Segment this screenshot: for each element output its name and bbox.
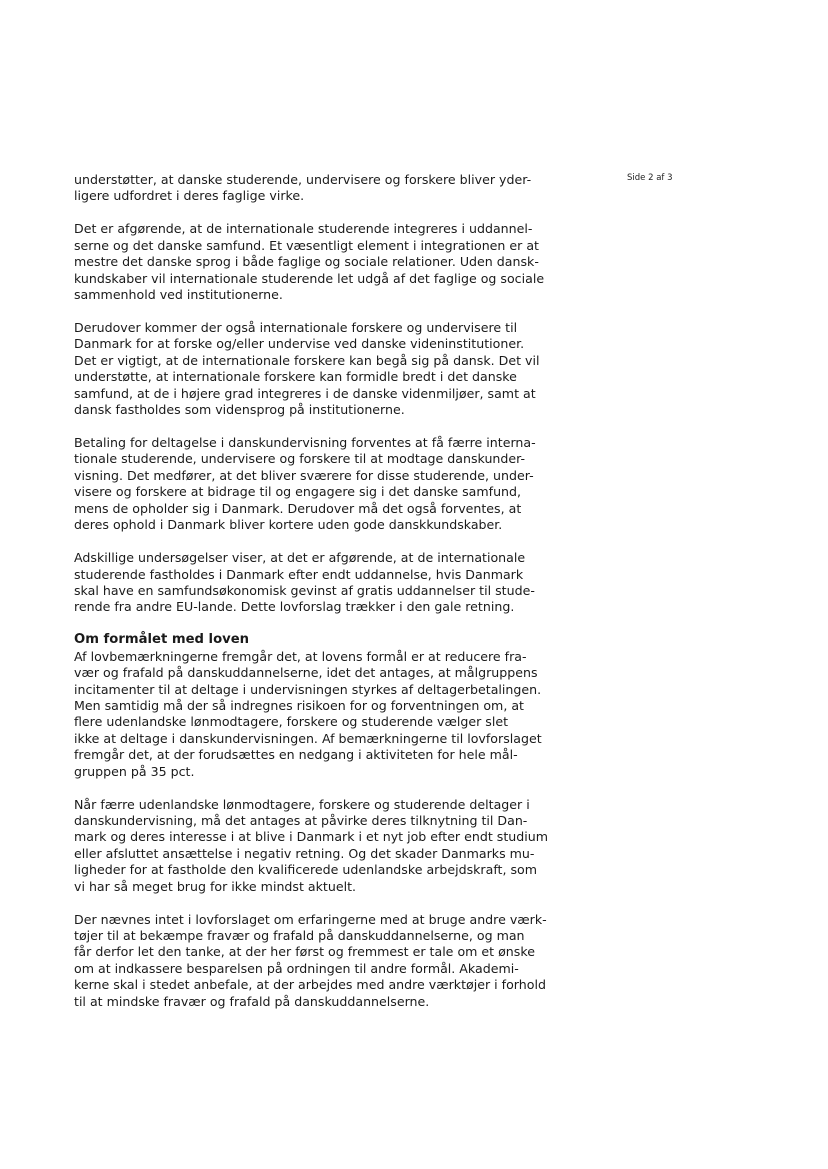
paragraph: Derudover kommer der også internationale forskere og undervisere til Danmark for at forske og/eller undervise ved danske videninstitutioner. Det er vigtigt, at de internationale forskere kan begå sig på dansk. Det vil understøtte, at internationale forskere kan formidle bredt i det danske samfund, at de i højere grad integreres i de danske videnmiljøer, samt at dansk fastholdes som vidensprog på institutionerne. xyxy=(74,320,540,418)
paragraph: Det er afgørende, at de internationale studerende integreres i uddannel- serne og det danske samfund. Et væsentligt element i integrationen er at mestre det danske sprog i både faglige og sociale relationer. Uden dansk- kundskaber vil internationale studerende let udgå af det faglige og sociale sammenhold ved institutionerne. xyxy=(74,221,545,303)
paragraph: Der nævnes intet i lovforslaget om erfaringerne med at bruge andre værk- tøjer til at bekæmpe fravær og frafald på danskuddannelserne, og man får derfor let den tanke, at der her først og fremmest er tale om et ønske om at indkassere besparelsen på ordningen til andre formål. Akademi- kerne skal i stedet anbefale, at der arbejdes med andre værktøjer i forhold til at mindske fravær og frafald på danskuddannelserne. xyxy=(74,911,547,1009)
paragraph: Betaling for deltagelse i danskundervisning forventes at få færre interna- tionale studerende, undervisere og forskere til at modtage danskunder- visning. Det medfører, at det bliver sværere for disse studerende, under- visere og forskere at bidrage til og engagere sig i det danske samfund, mens de opholder sig i Danmark. Derudover må det også forventes, at deres ophold i Danmark bliver kortere uden gode danskkundskaber. xyxy=(74,435,536,533)
page-number: Side 2 af 3 xyxy=(627,173,673,183)
paragraph: Af lovbemærkningerne fremgår det, at lovens formål er at reducere fra- vær og frafald på danskuddannelserne, idet det antages, at målgruppens incitamenter til at deltage i undervisningen styrkes af deltagerbetalingen. Men samtidig må der så indregnes risikoen for og forventningen om, at flere udenlandske lønmodtagere, forskere og studerende vælger slet ikke at deltage i danskundervisningen. Af bemærkningerne til lovforslaget fremgår det, at der forudsættes en nedgang i aktiviteten for hele mål- gruppen på 35 pct. xyxy=(74,648,542,779)
body-text xyxy=(74,172,586,1027)
section-heading: Om formålet med loven xyxy=(74,632,250,648)
paragraph: understøtter, at danske studerende, undervisere og forskere bliver yder- ligere udfordret i deres faglige virke. xyxy=(74,172,532,204)
paragraph: Når færre udenlandske lønmodtagere, forskere og studerende deltager i danskundervisning, må det antages at påvirke deres tilknytning til Dan- mark og deres interesse i at blive i Danmark i et nyt job efter endt studium eller afsluttet ansættelse i negativ retning. Og det skader Danmarks mu- ligheder for at fastholde den kvalificerede udenlandske arbejdskraft, som vi har så meget brug for ikke mindst aktuelt. xyxy=(74,796,549,894)
paragraph: Adskillige undersøgelser viser, at det er afgørende, at de internationale studerende fastholdes i Danmark efter endt uddannelse, hvis Danmark skal have en samfundsøkonomisk gevinst af gratis uddannelser til stude- rende fra andre EU-lande. Dette lovforslag trækker i den gale retning. xyxy=(74,550,535,615)
